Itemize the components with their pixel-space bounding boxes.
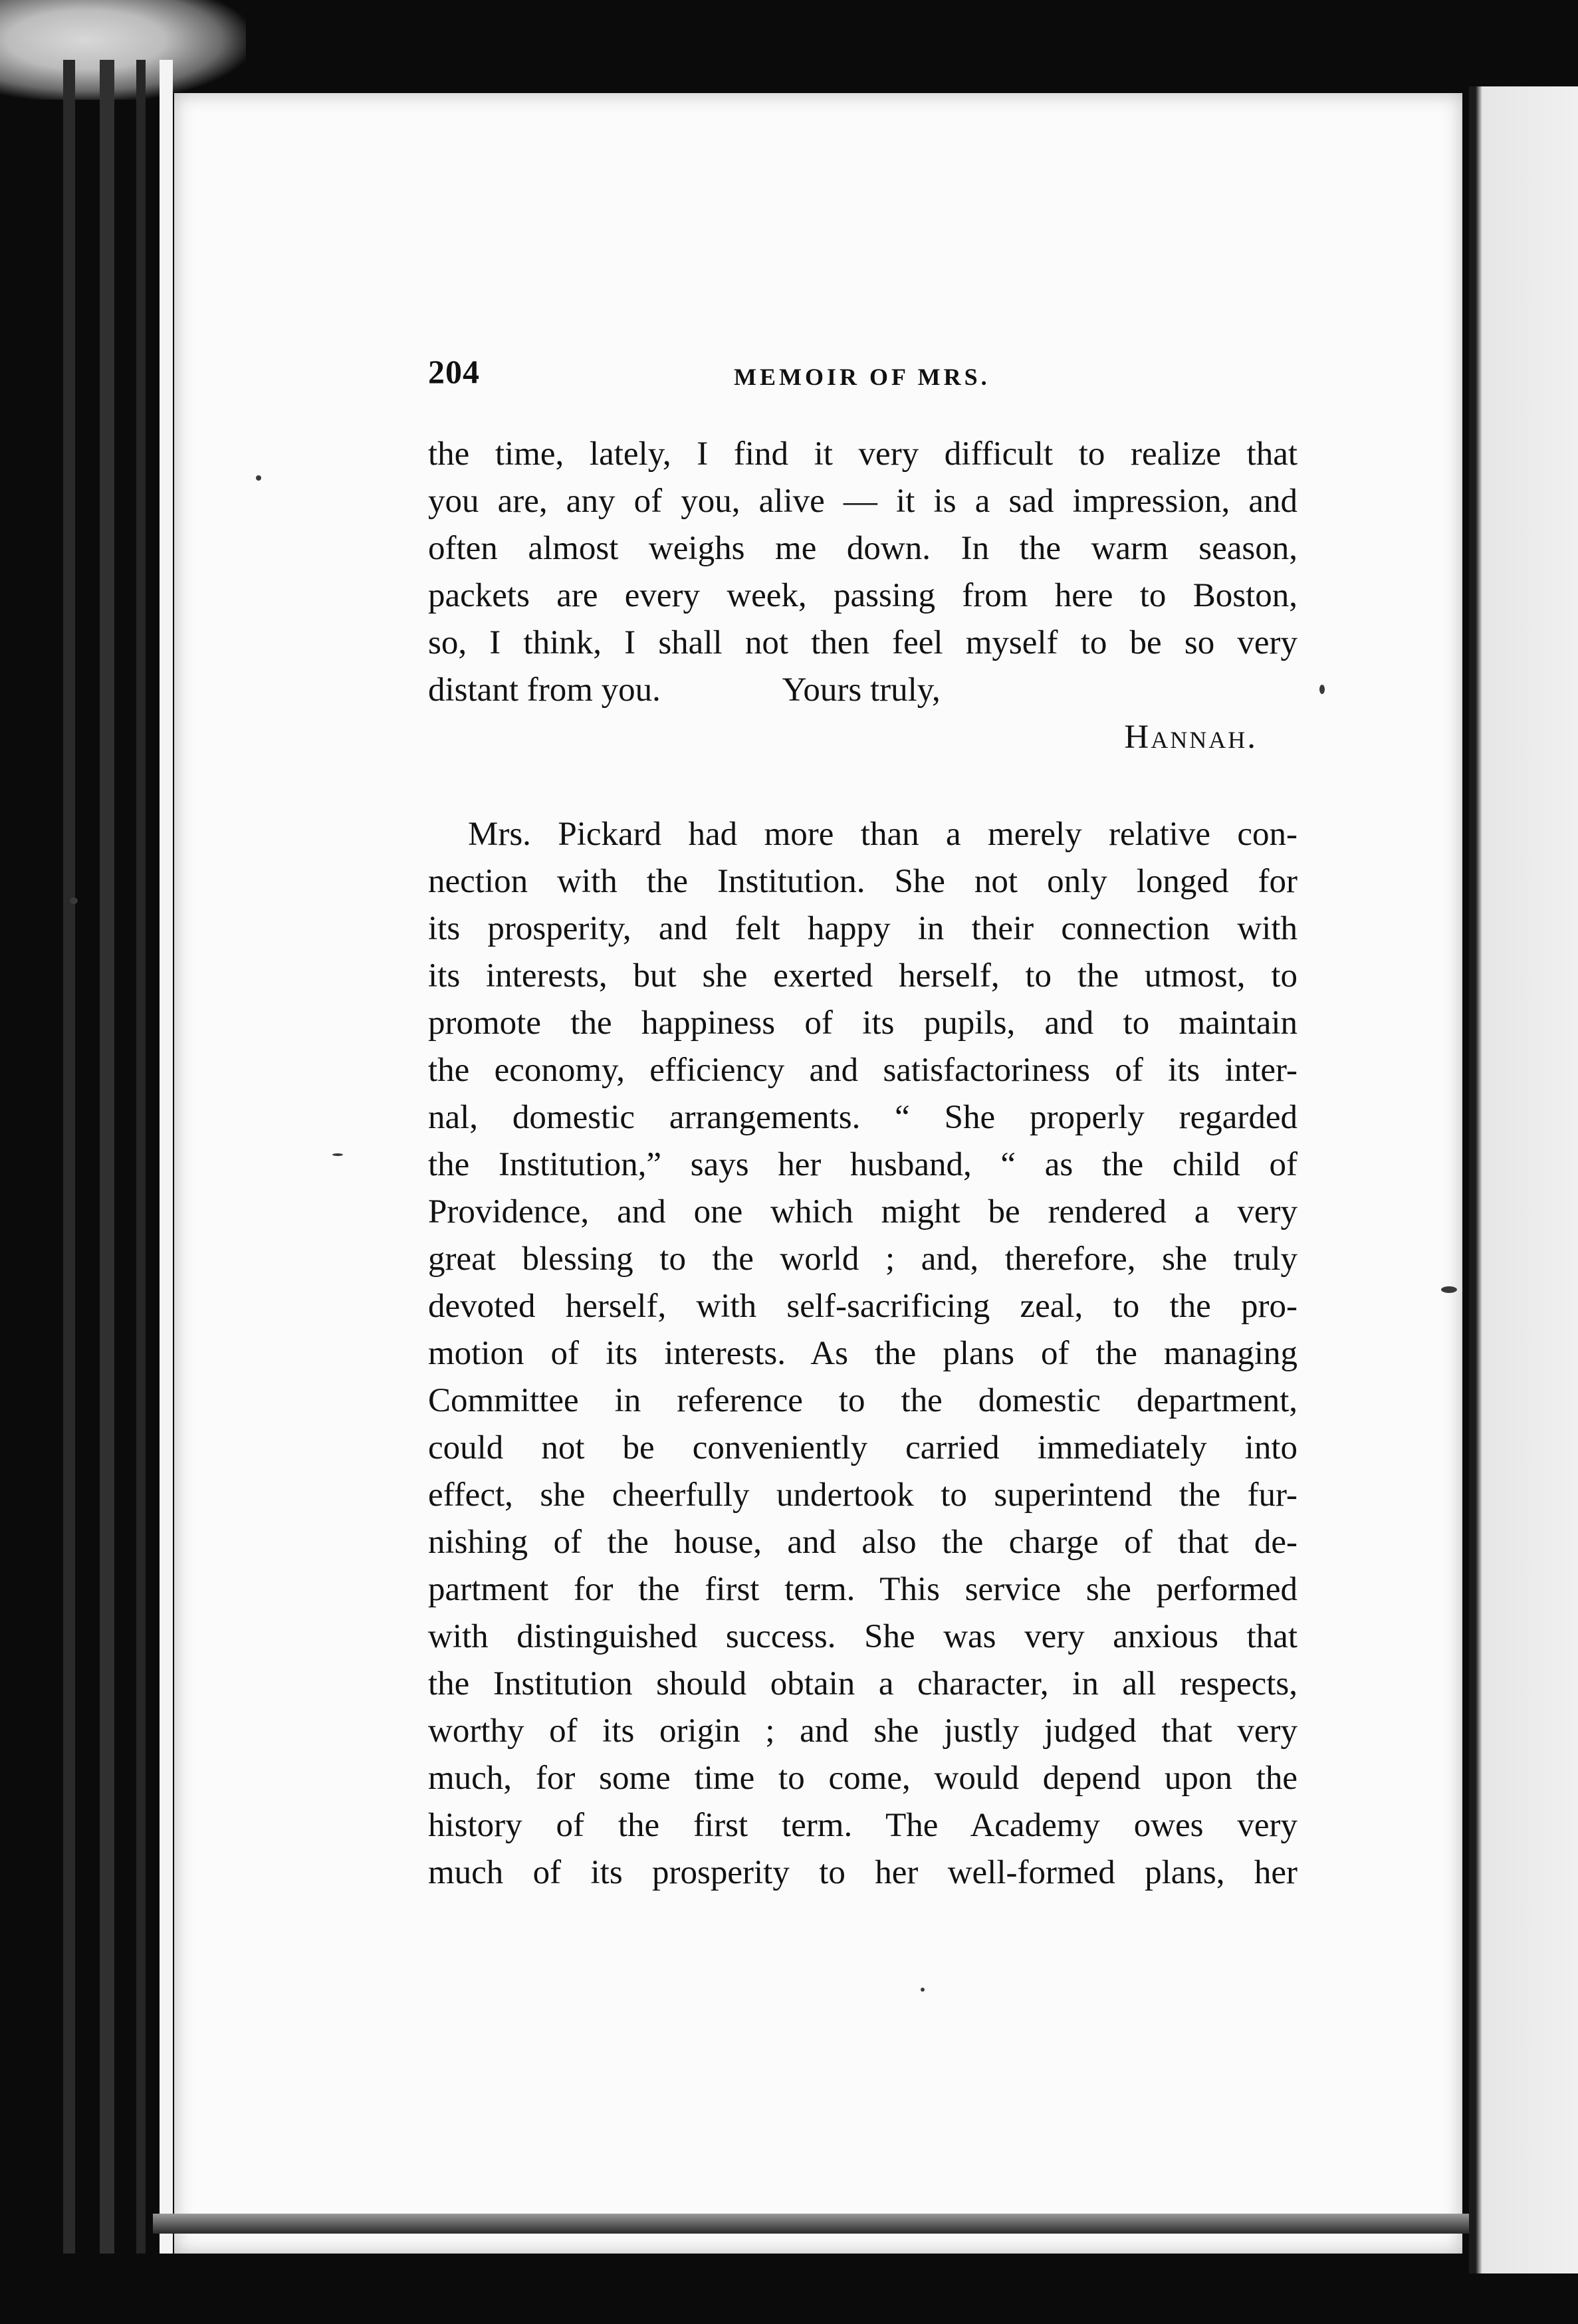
letter-signature: Hannah.	[1124, 719, 1258, 756]
text-line: often almost weighs me down. In the warm season,	[428, 530, 1297, 567]
text-line: the economy, efficiency and satisfactoriness of its inter-	[428, 1052, 1297, 1089]
book-edge	[136, 60, 146, 2254]
page-bottom-edge	[153, 2214, 1469, 2234]
paragraph-text	[428, 811, 1297, 1897]
page-edge	[160, 60, 173, 2254]
text-line: Mrs. Pickard had more than a merely relative con-	[468, 816, 1297, 853]
text-line: nishing of the house, and also the charge of that de-	[428, 1524, 1297, 1561]
text-line: its interests, but she exerted herself, to the utmost, to	[428, 957, 1297, 994]
speck	[256, 475, 261, 481]
speck	[1441, 1286, 1457, 1293]
text-line: great blessing to the world ; and, therefore, she truly	[428, 1240, 1297, 1278]
text-line: could not be conveniently carried immediately into	[428, 1429, 1297, 1466]
text-line: the Institution,” says her husband, “ as the child of	[428, 1146, 1297, 1183]
text-line: with distinguished success. She was very anxious that	[428, 1618, 1297, 1655]
text-line: nection with the Institution. She not only longed for	[428, 863, 1297, 900]
facing-page-edge	[1469, 86, 1578, 2273]
speck	[1319, 685, 1325, 694]
running-head: MEMOIR OF MRS.	[734, 364, 990, 390]
text-line: worthy of its origin ; and she justly judged that very	[428, 1712, 1297, 1750]
text-line: effect, she cheerfully undertook to superintend the fur-	[428, 1476, 1297, 1514]
speck	[921, 1988, 925, 1992]
text-line: Providence, and one which might be rendered a very	[428, 1193, 1297, 1230]
closing-left: distant from you.	[428, 671, 661, 709]
text-line: history of the first term. The Academy owes very	[428, 1807, 1297, 1844]
text-line: the time, lately, I find it very difficult to realize that	[428, 435, 1297, 473]
text-line: Committee in reference to the domestic department,	[428, 1382, 1297, 1419]
text-line: promote the happiness of its pupils, and to maintain	[428, 1004, 1297, 1042]
page-body	[428, 431, 1297, 1897]
text-line: so, I think, I shall not then feel myself to be so very	[428, 624, 1297, 661]
text-line: nal, domestic arrangements. “ She properly regarded	[428, 1099, 1297, 1136]
letter-closing	[428, 667, 1297, 714]
text-line: partment for the first term. This service she performed	[428, 1571, 1297, 1608]
torn-corner	[0, 0, 246, 100]
closing-right: Yours truly,	[782, 671, 941, 709]
text-line: packets are every week, passing from here to Boston,	[428, 577, 1297, 614]
text-line: the Institution should obtain a character, in all respects,	[428, 1665, 1297, 1702]
section-gap	[428, 761, 1297, 811]
text-line: much, for some time to come, would depend upon the	[428, 1760, 1297, 1797]
page-number: 204	[428, 353, 480, 390]
letter-text	[428, 431, 1297, 761]
text-line: motion of its interests. As the plans of the managing	[428, 1335, 1297, 1372]
speck	[70, 897, 78, 904]
text-line: its prosperity, and felt happy in their connection with	[428, 910, 1297, 947]
speck	[332, 1153, 343, 1156]
book-edge	[100, 60, 114, 2254]
text-line: you are, any of you, alive — it is a sad impression, and	[428, 483, 1297, 520]
book-edge	[63, 60, 75, 2254]
page-header	[428, 352, 1305, 399]
text-line: devoted herself, with self-sacrificing zeal, to the pro-	[428, 1288, 1297, 1325]
text-line: much of its prosperity to her well-formed plans, her	[428, 1854, 1297, 1891]
